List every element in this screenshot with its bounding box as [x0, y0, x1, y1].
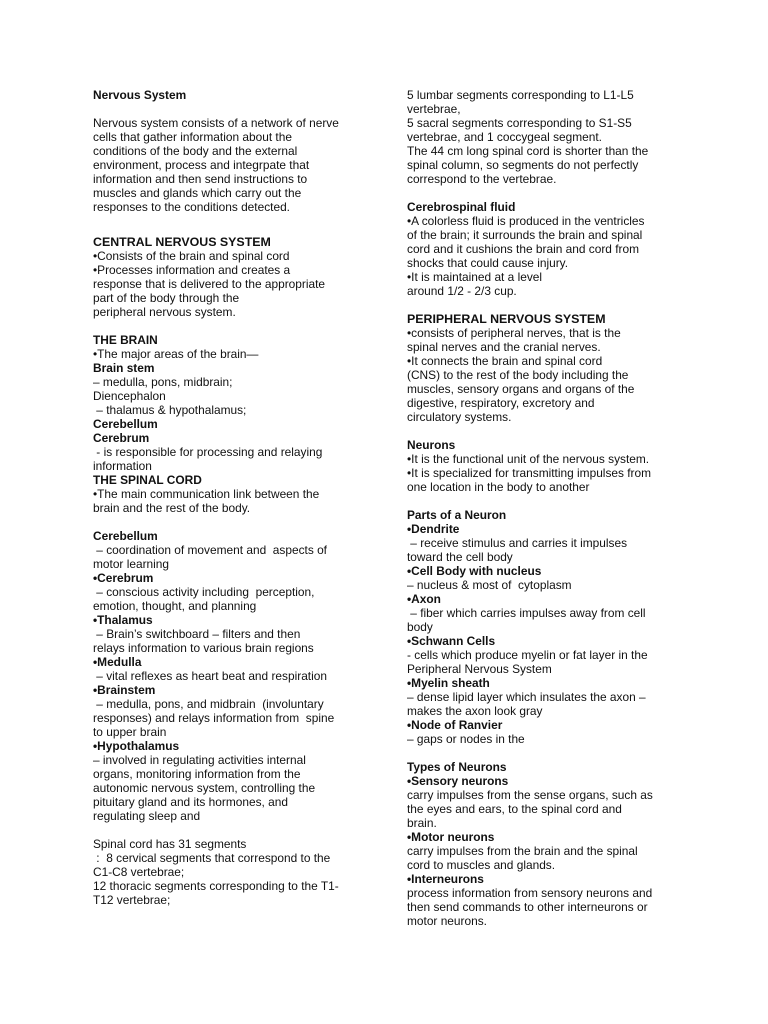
- text-line: information and then send instructions to: [93, 172, 308, 186]
- section-heading: CENTRAL NERVOUS SYSTEM: [93, 235, 271, 249]
- text-line: body: [407, 620, 433, 634]
- section-heading: Types of Neurons: [407, 760, 507, 774]
- section-heading: Cerebrum: [93, 431, 150, 445]
- left-column: [93, 88, 375, 907]
- section-heading: •Thalamus: [93, 613, 153, 627]
- blank-line: [93, 214, 375, 235]
- text-line: •A colorless fluid is produced in the ventricles: [407, 214, 645, 228]
- text-line: - is responsible for processing and relaying: [93, 445, 323, 459]
- text-line: toward the cell body: [407, 550, 513, 564]
- right-column: [407, 88, 679, 928]
- text-line: - cells which produce myelin or fat layer in the: [407, 648, 648, 662]
- text-line: •consists of peripheral nerves, that is the: [407, 326, 621, 340]
- text-line: pituitary gland and its hormones, and: [93, 795, 288, 809]
- section-heading: Cerebrospinal fluid: [407, 200, 516, 214]
- text-line: brain.: [407, 816, 437, 830]
- blank-line: [93, 823, 375, 837]
- text-line: •The main communication link between the: [93, 487, 320, 501]
- text-line: muscles and glands which carry out the: [93, 186, 302, 200]
- text-line: makes the axon look gray: [407, 704, 543, 718]
- text-line: digestive, respiratory, excretory and: [407, 396, 595, 410]
- section-heading: •Medulla: [93, 655, 142, 669]
- text-line: : 8 cervical segments that correspond to the: [93, 851, 331, 865]
- text-line: conditions of the body and the external: [93, 144, 298, 158]
- text-line: vertebrae,: [407, 102, 461, 116]
- text-line: vertebrae, and 1 coccygeal segment.: [407, 130, 602, 144]
- section-heading: •Hypothalamus: [93, 739, 180, 753]
- blank-line: [407, 298, 679, 312]
- text-line: of the brain; it surrounds the brain and spinal: [407, 228, 643, 242]
- text-line: then send commands to other interneurons or: [407, 900, 648, 914]
- section-heading: Cerebellum: [93, 417, 158, 431]
- section-heading: •Cerebrum: [93, 571, 154, 585]
- text-line: •Processes information and creates a: [93, 263, 291, 277]
- text-line: motor learning: [93, 557, 170, 571]
- text-line: around 1/2 - 2/3 cup.: [407, 284, 517, 298]
- text-line: cells that gather information about the: [93, 130, 292, 144]
- text-line: – medulla, pons, and midbrain (involuntary: [93, 697, 324, 711]
- text-line: response that is delivered to the appropriate: [93, 277, 326, 291]
- section-heading: •Cell Body with nucleus: [407, 564, 542, 578]
- text-line: – receive stimulus and carries it impulses: [407, 536, 628, 550]
- text-line: environment, process and integrpate that: [93, 158, 310, 172]
- section-heading: THE BRAIN: [93, 333, 158, 347]
- text-line: •It connects the brain and spinal cord: [407, 354, 603, 368]
- text-line: – Brain’s switchboard – filters and then: [93, 627, 301, 641]
- text-line: to upper brain: [93, 725, 167, 739]
- text-line: Peripheral Nervous System: [407, 662, 552, 676]
- section-heading: PERIPHERAL NERVOUS SYSTEM: [407, 312, 606, 326]
- text-line: Diencephalon: [93, 389, 166, 403]
- text-line: •Consists of the brain and spinal cord: [93, 249, 290, 263]
- blank-line: [407, 186, 679, 200]
- text-line: •It is the functional unit of the nervous system.: [407, 452, 650, 466]
- text-line: – gaps or nodes in the: [407, 732, 525, 746]
- text-line: autonomic nervous system, controlling the: [93, 781, 316, 795]
- text-line: The 44 cm long spinal cord is shorter than the: [407, 144, 649, 158]
- text-line: cord to muscles and glands.: [407, 858, 556, 872]
- text-line: 12 thoracic segments corresponding to the T1-: [93, 879, 339, 893]
- text-line: (CNS) to the rest of the body including the: [407, 368, 629, 382]
- text-line: •It is specialized for transmitting impulses from: [407, 466, 652, 480]
- text-line: – thalamus & hypothalamus;: [93, 403, 247, 417]
- text-line: Nervous system consists of a network of nerve: [93, 116, 339, 130]
- text-line: part of the body through the: [93, 291, 240, 305]
- section-heading: •Myelin sheath: [407, 676, 490, 690]
- text-line: C1-C8 vertebrae;: [93, 865, 185, 879]
- blank-line: [407, 746, 679, 760]
- text-line: the eyes and ears, to the spinal cord and: [407, 802, 622, 816]
- text-line: – fiber which carries impulses away from cell: [407, 606, 646, 620]
- text-line: spinal nerves and the cranial nerves.: [407, 340, 601, 354]
- text-line: 5 sacral segments corresponding to S1-S5: [407, 116, 632, 130]
- text-line: – vital reflexes as heart beat and respiration: [93, 669, 327, 683]
- blank-line: [407, 424, 679, 438]
- section-heading: Neurons: [407, 438, 456, 452]
- text-line: •It is maintained at a level: [407, 270, 543, 284]
- text-line: information: [93, 459, 152, 473]
- text-line: carry impulses from the sense organs, such as: [407, 788, 653, 802]
- text-line: peripheral nervous system.: [93, 305, 236, 319]
- text-line: circulatory systems.: [407, 410, 512, 424]
- text-line: relays information to various brain regions: [93, 641, 314, 655]
- section-heading: •Brainstem: [93, 683, 156, 697]
- blank-line: [93, 319, 375, 333]
- blank-line: [93, 102, 375, 116]
- section-heading: •Node of Ranvier: [407, 718, 503, 732]
- text-line: spinal column, so segments do not perfectly: [407, 158, 639, 172]
- text-line: – coordination of movement and aspects of: [93, 543, 327, 557]
- section-heading: Cerebellum: [93, 529, 158, 543]
- text-line: emotion, thought, and planning: [93, 599, 257, 613]
- text-line: cord and it cushions the brain and cord from: [407, 242, 639, 256]
- text-line: regulating sleep and: [93, 809, 201, 823]
- text-line: process information from sensory neurons and: [407, 886, 653, 900]
- section-heading: •Sensory neurons: [407, 774, 509, 788]
- text-line: one location in the body to another: [407, 480, 590, 494]
- section-heading: THE SPINAL CORD: [93, 473, 202, 487]
- text-line: – involved in regulating activities internal: [93, 753, 306, 767]
- text-line: •The major areas of the brain—: [93, 347, 259, 361]
- text-line: correspond to the vertebrae.: [407, 172, 557, 186]
- blank-line: [407, 494, 679, 508]
- text-line: – nucleus & most of cytoplasm: [407, 578, 572, 592]
- section-heading: Parts of a Neuron: [407, 508, 507, 522]
- text-line: shocks that could cause injury.: [407, 256, 569, 270]
- text-line: – dense lipid layer which insulates the axon –: [407, 690, 646, 704]
- text-line: organs, monitoring information from the: [93, 767, 301, 781]
- text-line: Spinal cord has 31 segments: [93, 837, 247, 851]
- blank-line: [93, 515, 375, 529]
- text-line: – conscious activity including perception,: [93, 585, 315, 599]
- section-heading: •Dendrite: [407, 522, 460, 536]
- text-line: T12 vertebrae;: [93, 893, 171, 907]
- section-heading: •Interneurons: [407, 872, 484, 886]
- text-line: muscles, sensory organs and organs of the: [407, 382, 635, 396]
- section-heading: Nervous System: [93, 88, 187, 102]
- text-line: brain and the rest of the body.: [93, 501, 251, 515]
- section-heading: •Schwann Cells: [407, 634, 496, 648]
- section-heading: •Motor neurons: [407, 830, 495, 844]
- text-line: responses to the conditions detected.: [93, 200, 290, 214]
- text-line: 5 lumbar segments corresponding to L1-L5: [407, 88, 634, 102]
- text-line: motor neurons.: [407, 914, 487, 928]
- text-line: responses) and relays information from spine: [93, 711, 335, 725]
- section-heading: •Axon: [407, 592, 441, 606]
- section-heading: Brain stem: [93, 361, 155, 375]
- text-line: carry impulses from the brain and the spinal: [407, 844, 638, 858]
- text-line: – medulla, pons, midbrain;: [93, 375, 233, 389]
